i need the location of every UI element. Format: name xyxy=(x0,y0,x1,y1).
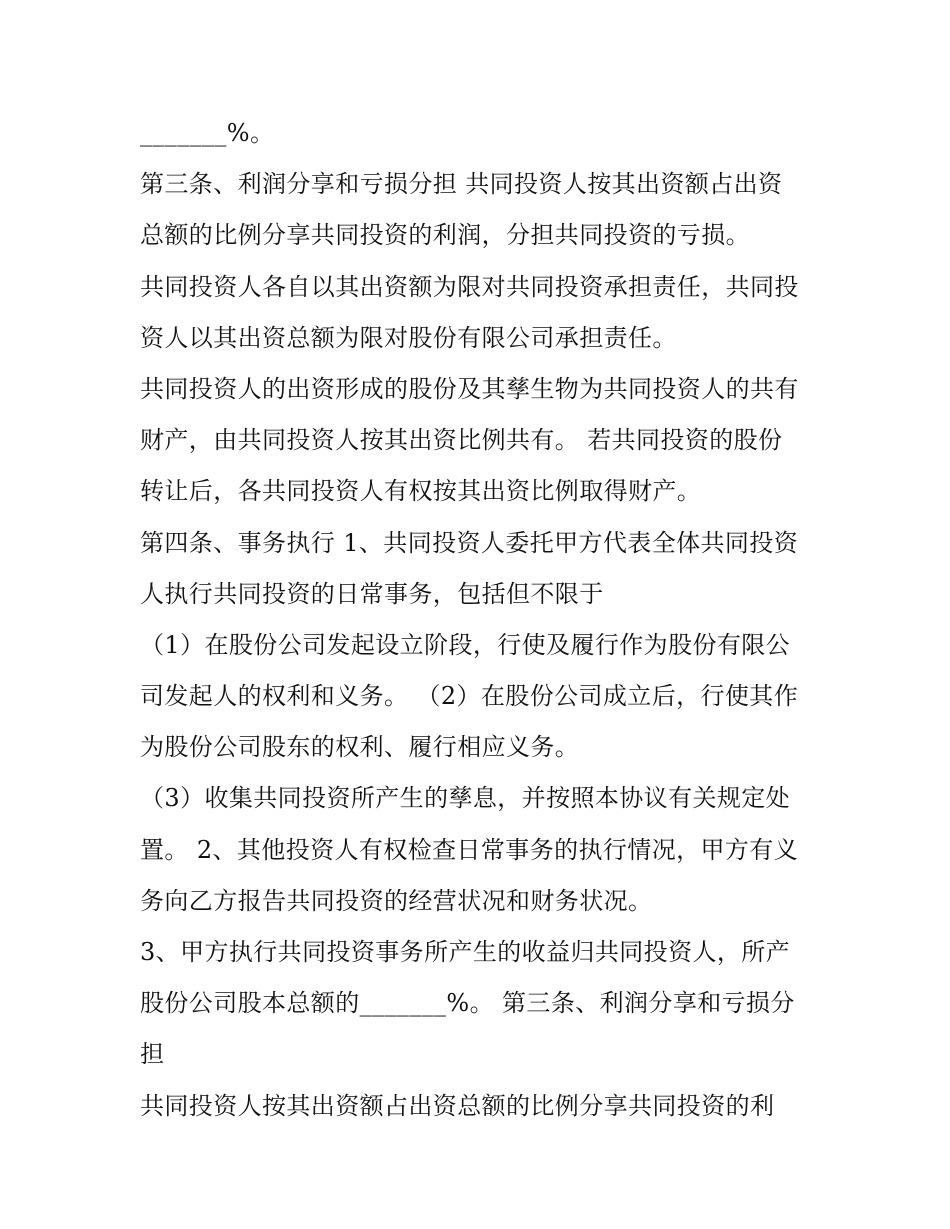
text-line: 务向乙方报告共同投资的经营状况和财务状况。 xyxy=(140,886,653,915)
text-line: 财产，由共同投资人按其出资比例共有。 若共同投资的股份 xyxy=(140,426,783,455)
text-line: 转让后，各共同投资人有权按其出资比例取得财产。 xyxy=(140,477,702,506)
text-line: 人执行共同投资的日常事务，包括但不限于 xyxy=(140,579,604,608)
text-line: 总额的比例分享共同投资的利润，分担共同投资的亏损。 xyxy=(140,221,750,250)
text-line: 置。 2、其他投资人有权检查日常事务的执行情况，甲方有义 xyxy=(140,835,799,864)
text-line: （1）在股份公司发起设立阶段，行使及履行作为股份有限公 xyxy=(140,630,791,659)
text-line: 第三条、利润分享和亏损分担 共同投资人按其出资额占出资 xyxy=(140,170,783,199)
text-line: （3）收集共同投资所产生的孳息，并按照本协议有关规定处 xyxy=(140,784,791,813)
text-line: 股份公司股本总额的_______%。 第三条、利润分享和亏损分 xyxy=(140,989,795,1018)
text-line: 担 xyxy=(140,1040,165,1069)
text-line: 第四条、事务执行 1、共同投资人委托甲方代表全体共同投资 xyxy=(140,528,799,557)
text-line: 共同投资人的出资形成的股份及其孳生物为共同投资人的共有 xyxy=(140,374,799,403)
text-line: 司发起人的权利和义务。 （2）在股份公司成立后，行使其作 xyxy=(140,682,799,711)
text-line: 为股份公司股东的权利、履行相应义务。 xyxy=(140,733,580,762)
text-line: 3、甲方执行共同投资事务所产生的收益归共同投资人，所产 xyxy=(140,938,791,966)
text-line: 资人以其出资总额为限对股份有限公司承担责任。 xyxy=(140,323,677,352)
text-line: 共同投资人按其出资额占出资总额的比例分享共同投资的利 xyxy=(140,1091,775,1120)
text-line: _______%。 xyxy=(140,119,275,147)
text-line: 共同投资人各自以其出资额为限对共同投资承担责任，共同投 xyxy=(140,272,799,301)
document-body xyxy=(140,108,830,1132)
